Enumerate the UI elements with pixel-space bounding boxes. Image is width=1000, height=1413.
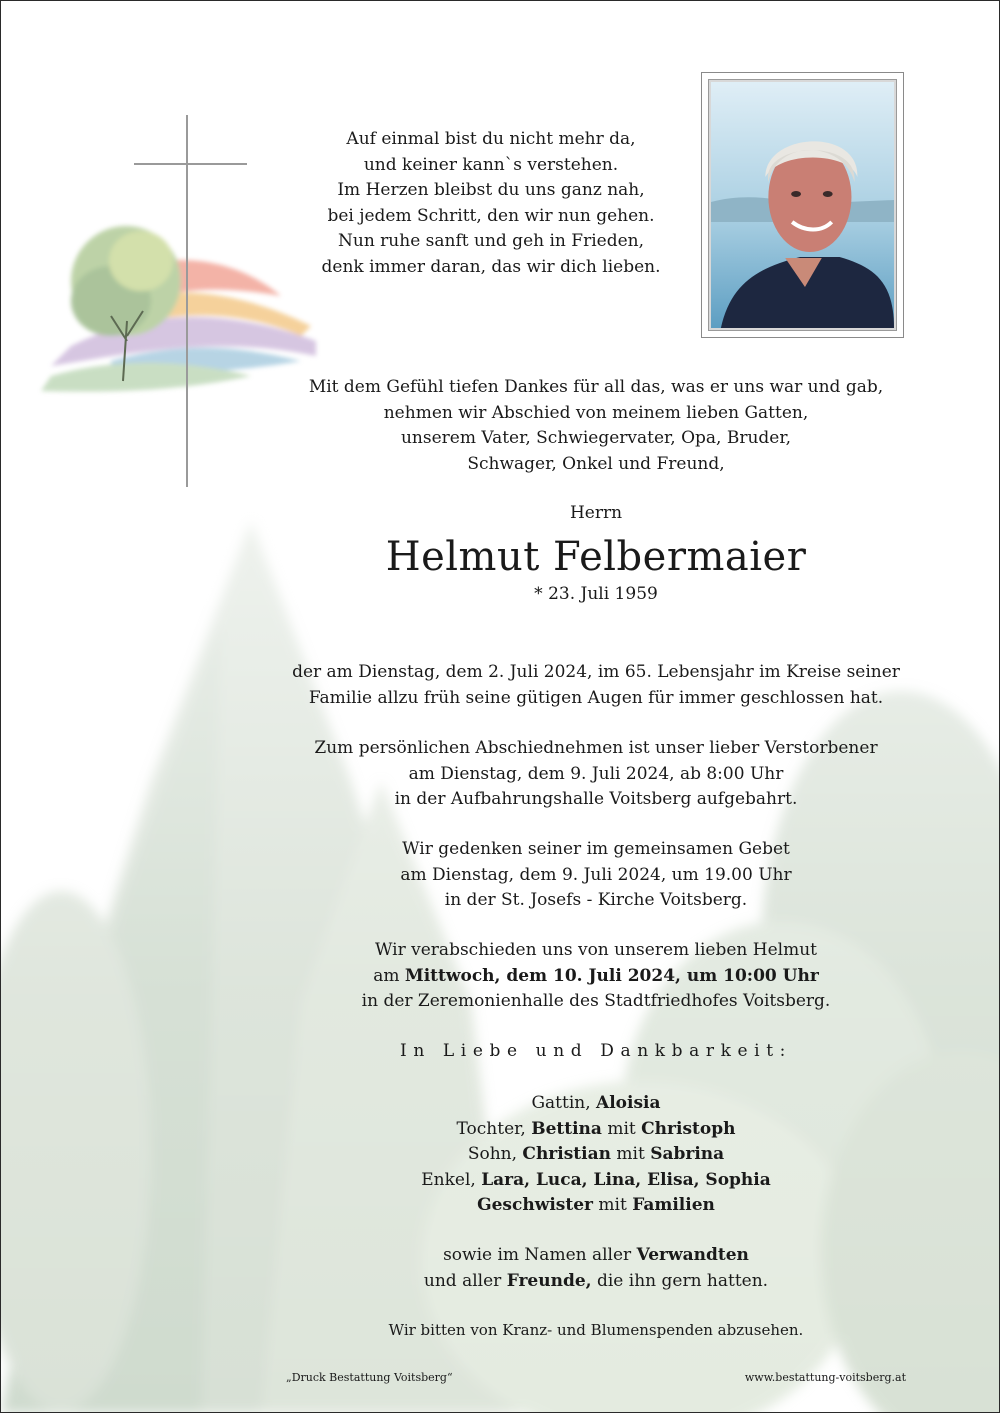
intro-line: nehmen wir Abschied von meinem lieben Gatten, <box>383 402 809 423</box>
portrait-photo-frame <box>701 72 904 338</box>
funeral-date-prefix: am <box>373 965 405 986</box>
intro-line: Mit dem Gefühl tiefen Dankes für all das, was er uns war und gab, <box>308 377 884 397</box>
mourner-name: Aloisia <box>596 1093 661 1113</box>
poem-line: denk immer daran, das wir dich lieben. <box>321 256 661 277</box>
connector-text: mit <box>610 1144 651 1164</box>
death-notice-paragraph <box>261 660 931 711</box>
closing-phrase: In Liebe und Dankbarkeit: <box>400 1041 792 1061</box>
birth-date: * 23. Juli 1959 <box>534 584 658 604</box>
mourner-name: Lara, Luca, Lina, Elisa, Sophia <box>481 1169 771 1190</box>
paragraph-line: am Dienstag, dem 9. Juli 2024, ab 8:00 Uhr <box>408 763 784 784</box>
relation-label: Gattin, <box>531 1093 597 1113</box>
paragraph-line: Wir verabschieden uns von unserem lieben Helmut <box>375 940 817 960</box>
mourner-daughter <box>331 1117 861 1143</box>
viewing-paragraph <box>261 736 931 813</box>
paragraph-line <box>261 964 931 990</box>
poem-line: Nun ruhe sanft und geh in Frieden, <box>338 231 644 251</box>
prayer-paragraph <box>261 837 931 914</box>
friends-suffix: die ihn gern hatten. <box>591 1270 769 1291</box>
farewell-intro <box>271 375 921 477</box>
flower-request: Wir bitten von Kranz- und Blumenspenden abzusehen. <box>388 1321 804 1339</box>
relatives-line <box>331 1243 861 1269</box>
website-link[interactable]: www.bestattung-voitsberg.at <box>744 1371 906 1384</box>
connector-text: mit <box>593 1195 633 1215</box>
poem-line: Im Herzen bleibst du uns ganz nah, <box>337 180 645 200</box>
friends-text: und aller <box>423 1270 507 1291</box>
mourner-name: Christoph <box>641 1118 736 1139</box>
paragraph-line: in der Aufbahrungshalle Voitsberg aufgebahrt. <box>394 789 798 809</box>
paragraph-line: Zum persönlichen Abschiednehmen ist unser lieber Verstorbener <box>314 738 878 758</box>
mourner-siblings <box>331 1193 861 1219</box>
memorial-poem <box>281 127 701 280</box>
mourners-list <box>331 1091 861 1219</box>
relation-label: Sohn, <box>467 1144 523 1164</box>
paragraph-line: Familie allzu früh seine gütigen Augen für immer geschlossen hat. <box>308 687 884 708</box>
poem-line: bei jedem Schritt, den wir nun gehen. <box>327 205 655 226</box>
mourner-name: Sabrina <box>650 1144 725 1164</box>
paragraph-line: der am Dienstag, dem 2. Juli 2024, im 65. Lebensjahr im Kreise seiner <box>292 662 900 682</box>
relation-label: Enkel, <box>421 1169 482 1190</box>
mourner-name: Bettina <box>531 1118 602 1139</box>
relation-label: Tochter, <box>456 1118 532 1139</box>
relatives-text: sowie im Namen aller <box>443 1245 637 1265</box>
paragraph-line: in der St. Josefs - Kirche Voitsberg. <box>444 890 748 910</box>
connector-text: mit <box>601 1118 642 1139</box>
funeral-paragraph <box>261 938 931 1015</box>
relatives-bold: Verwandten <box>636 1245 749 1265</box>
poem-line: Auf einmal bist du nicht mehr da, <box>346 129 636 149</box>
paragraph-line: in der Zeremonienhalle des Stadtfriedhofes Voitsberg. <box>361 991 831 1011</box>
mourner-grandchildren <box>331 1168 861 1194</box>
portrait-photo <box>708 79 897 331</box>
intro-line: unserem Vater, Schwiegervater, Opa, Bruder, <box>400 428 792 448</box>
funeral-date: Mittwoch, dem 10. Juli 2024, um 10:00 Uhr <box>404 965 819 986</box>
deceased-name: Helmut Felbermaier <box>385 534 807 580</box>
intro-line: Schwager, Onkel und Freund, <box>467 453 725 474</box>
friends-line <box>331 1269 861 1295</box>
friends-bold: Freunde, <box>506 1270 592 1291</box>
mourner-son <box>331 1142 861 1168</box>
poem-line: und keiner kann`s verstehen. <box>363 154 619 175</box>
mourner-name: Familien <box>632 1195 715 1215</box>
mourner-name: Geschwister <box>477 1195 593 1215</box>
mourner-name: Christian <box>522 1144 611 1164</box>
relatives-friends <box>331 1243 861 1294</box>
printer-credit: „Druck Bestattung Voitsberg“ <box>286 1371 453 1384</box>
paragraph-line: am Dienstag, dem 9. Juli 2024, um 19.00 Uhr <box>400 864 792 885</box>
paragraph-line: Wir gedenken seiner im gemeinsamen Gebet <box>402 839 790 859</box>
mourner-spouse <box>331 1091 861 1117</box>
salutation: Herrn <box>569 503 623 523</box>
